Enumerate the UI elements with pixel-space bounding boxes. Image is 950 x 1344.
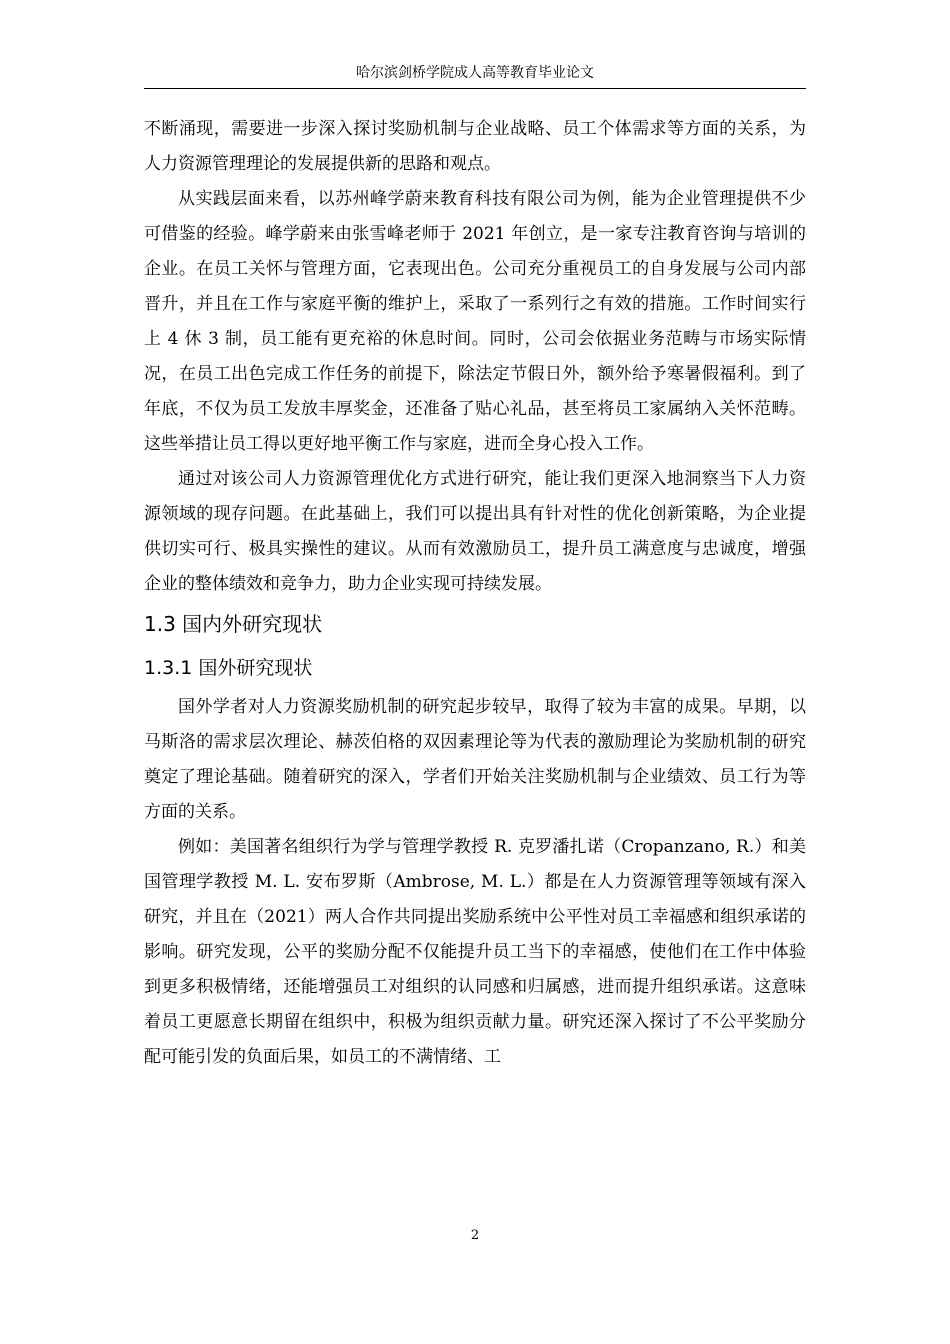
paragraph-foreign-overview: 国外学者对人力资源奖励机制的研究起步较早，取得了较为丰富的成果。早期，以马斯洛的需求层次理论、赫茨伯格的双因素理论等为代表的激励理论为奖励机制的研究奠定了理论基础。随着研究的深入，学者们开始关注奖励机制与企业绩效、员工行为等方面的关系。 [144,697,806,822]
paragraph-practice: 从实践层面来看，以苏州峰学蔚来教育科技有限公司为例，能为企业管理提供不少可借鉴的经验。峰学蔚来由张雪峰老师于 2021 年创立，是一家专注教育咨询与培训的企业。在员工关怀与管理方面，它表现出色。公司充分重视员工的自身发展与公司内部晋升，并且在工作与家庭平衡的维护上，采取了一系列行之有效的措施。工作时间实行上 4 休 3 制，员工能有更充裕的休息时间。同时，公司会依据业务范畴与市场实际情况，在员工出色完成工作任务的前提下，除法定节假日外，额外给予寒暑假福利。到了年底，不仅为员工发放丰厚奖金，还准备了贴心礼品，甚至将员工家属纳入关怀范畴。这些举措让员工得以更好地平衡工作与家庭，进而全身心投入工作。 [144,189,806,454]
paragraph-research-value: 通过对该公司人力资源管理优化方式进行研究，能让我们更深入地洞察当下人力资源领域的现存问题。在此基础上，我们可以提出具有针对性的优化创新策略，为企业提供切实可行、极具实操性的建议。从而有效激励员工，提升员工满意度与忠诚度，增强企业的整体绩效和竞争力，助力企业实现可持续发展。 [144,469,806,594]
paragraph-foreign-example: 例如：美国著名组织行为学与管理学教授 R. 克罗潘扎诺（Cropanzano, R.）和美国管理学教授 M. L. 安布罗斯（Ambrose, M. L.）都是在人力资源管理等领域有深入研究，并且在（2021）两人合作共同提出奖励系统中公平性对员工幸福感和组织承诺的影响。研究发现，公平的奖励分配不仅能提升员工当下的幸福感，使他们在工作中体验到更多积极情绪，还能增强员工对组织的认同感和归属感，进而提升组织承诺。这意味着员工更愿意长期留在组织中，积极为组织贡献力量。研究还深入探讨了不公平奖励分配可能引发的负面后果，如员工的不满情绪、工 [144,837,806,1067]
page-header: 哈尔滨剑桥学院成人高等教育毕业论文 [144,58,806,89]
section-heading-1-3: 1.3 国内外研究现状 [144,612,323,636]
subsection-heading-1-3-1: 1.3.1 国外研究现状 [144,657,313,679]
paragraph-continuation: 不断涌现，需要进一步深入探讨奖励机制与企业战略、员工个体需求等方面的关系，为人力资源管理理论的发展提供新的思路和观点。 [144,119,806,174]
body-text [144,112,806,1075]
page-number: 2 [470,1228,480,1243]
